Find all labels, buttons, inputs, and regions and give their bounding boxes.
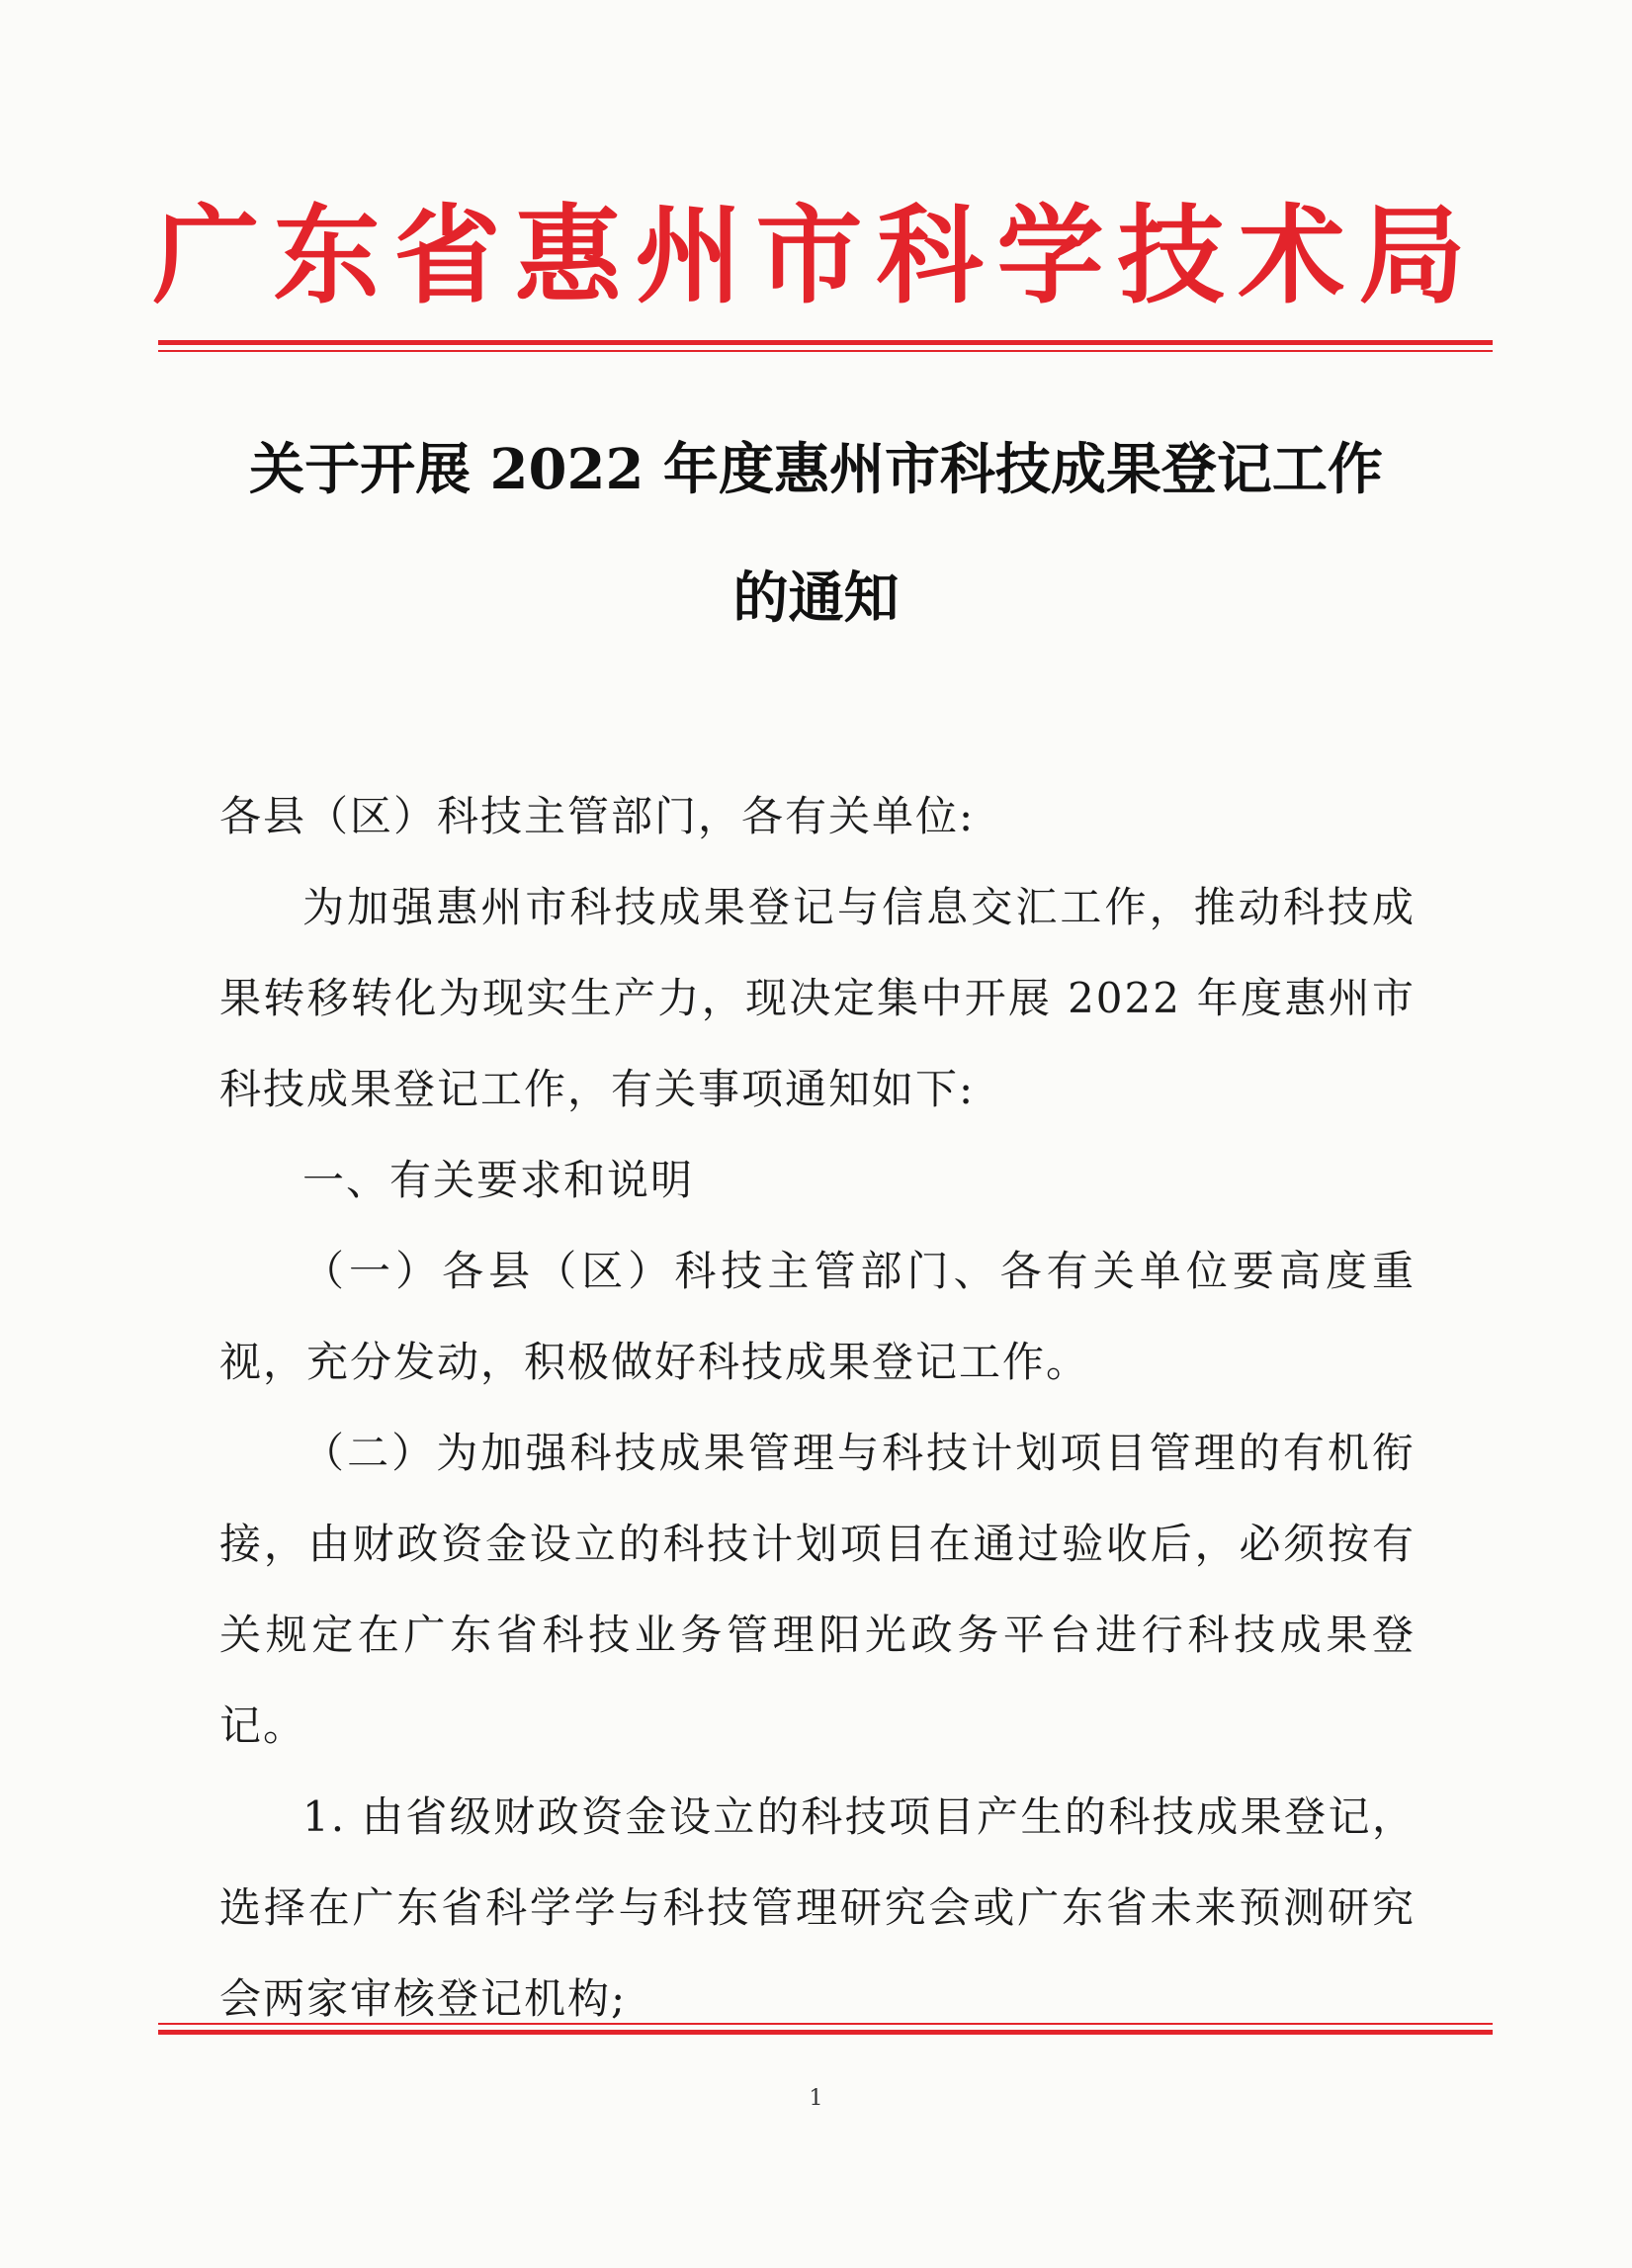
document-title-line1: 关于开展 2022 年度惠州市科技成果登记工作 — [249, 437, 1383, 502]
letterhead: 广东省惠州市科学技术局 — [152, 195, 1480, 318]
letterhead-rule-thick — [158, 340, 1493, 345]
paragraph: （一）各县（区）科技主管部门、各有关单位要高度重视，充分发动，积极做好科技成果登记工作。 — [219, 1247, 1416, 1386]
letterhead-rule-thin — [158, 350, 1493, 352]
salutation: 各县（区）科技主管部门，各有关单位: — [219, 792, 976, 840]
document-title-line2: 的通知 — [732, 566, 900, 631]
footer-rule-thick — [158, 2030, 1493, 2035]
paragraph: （二）为加强科技成果管理与科技计划项目管理的有机衔接，由财政资金设立的科技计划项目在通过验收后，必须按有关规定在广东省科技业务管理阳光政务平台进行科技成果登记。 — [219, 1429, 1416, 1750]
footer-rule-thin — [158, 2023, 1493, 2025]
document-body — [219, 771, 1416, 2045]
paragraph: 为加强惠州市科技成果登记与信息交汇工作，推动科技成果转移转化为现实生产力，现决定集中开展 2022 年度惠州市科技成果登记工作，有关事项通知如下: — [219, 883, 1416, 1113]
section-heading: 一、有关要求和说明 — [302, 1156, 695, 1204]
paragraph: 1. 由省级财政资金设立的科技项目产生的科技成果登记，选择在广东省科学学与科技管理研究会或广东省未来预测研究会两家审核登记机构; — [219, 1792, 1416, 2023]
page-number: 1 — [809, 2086, 823, 2111]
